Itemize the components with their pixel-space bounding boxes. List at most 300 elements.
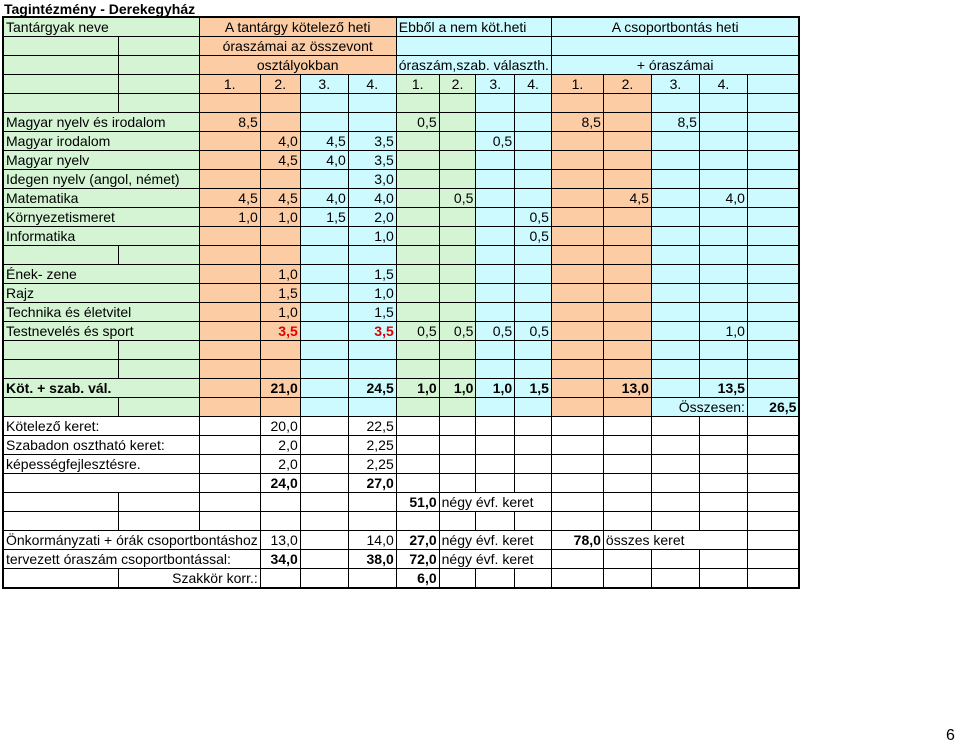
cell — [348, 493, 396, 512]
value-cell: 0,5 — [439, 189, 476, 208]
cell — [476, 360, 515, 379]
value-cell — [699, 151, 747, 170]
blank-row — [3, 246, 799, 265]
cell — [3, 341, 119, 360]
cell — [300, 531, 348, 550]
cell — [476, 341, 515, 360]
cell — [747, 189, 799, 208]
subject-name: Technika és életvitel — [3, 303, 199, 322]
value-cell: 8,5 — [651, 113, 699, 132]
cell — [300, 398, 348, 417]
planned-total-label: négy évf. keret — [439, 550, 551, 569]
planned-grade4: 38,0 — [348, 550, 396, 569]
mandatory-row — [3, 417, 799, 436]
value-cell: 0,5 — [396, 322, 439, 341]
cell — [699, 436, 747, 455]
cell — [396, 436, 439, 455]
value-cell: 4,5 — [199, 189, 260, 208]
cell — [515, 360, 552, 379]
cell — [199, 455, 260, 474]
cell — [699, 474, 747, 493]
cell — [3, 398, 119, 417]
value-cell — [300, 284, 348, 303]
grade-label: 4. — [699, 75, 747, 94]
subject-name: Magyar nyelv és irodalom — [3, 113, 199, 132]
gov-total-label: négy évf. keret — [439, 531, 551, 550]
cell — [3, 512, 119, 531]
value-cell — [199, 322, 260, 341]
cell — [747, 151, 799, 170]
cell — [747, 322, 799, 341]
cell — [119, 94, 199, 113]
blank-row — [3, 360, 799, 379]
value-cell — [551, 284, 603, 303]
value-cell — [551, 303, 603, 322]
value-cell — [515, 284, 552, 303]
value-cell: 4,0 — [300, 189, 348, 208]
summary-label: Kötelező keret: — [3, 417, 199, 436]
cell — [396, 94, 439, 113]
value-cell — [439, 284, 476, 303]
cell — [603, 398, 651, 417]
value-cell: 1,0 — [348, 227, 396, 246]
page-number: 6 — [946, 727, 955, 744]
subject-row — [3, 132, 799, 151]
value-cell — [551, 132, 603, 151]
club-value: 6,0 — [396, 569, 439, 589]
value-cell — [699, 208, 747, 227]
cell — [603, 512, 651, 531]
summary-grade2: 24,0 — [260, 474, 300, 493]
cell — [699, 94, 747, 113]
cell — [603, 569, 651, 589]
cell — [747, 512, 799, 531]
cell — [119, 398, 199, 417]
four-year-label: négy évf. keret — [439, 493, 551, 512]
grade-label: 1. — [551, 75, 603, 94]
cell — [747, 94, 799, 113]
cell — [551, 246, 603, 265]
cell — [551, 550, 603, 569]
value-cell — [699, 284, 747, 303]
value-cell — [476, 189, 515, 208]
value-cell — [651, 265, 699, 284]
value-cell — [651, 170, 699, 189]
value-cell — [439, 227, 476, 246]
subject-name: Magyar irodalom — [3, 132, 199, 151]
cell — [603, 417, 651, 436]
grade-label: 3. — [651, 75, 699, 94]
cell — [300, 550, 348, 569]
cell — [515, 512, 552, 531]
value-cell — [439, 113, 476, 132]
grade-label: 4. — [515, 75, 552, 94]
cell — [396, 512, 439, 531]
value-cell: 1,0 — [348, 284, 396, 303]
totals-label: Köt. + szab. vál. — [3, 379, 199, 398]
cell — [747, 455, 799, 474]
cell — [3, 360, 119, 379]
subject-row — [3, 322, 799, 341]
value-cell — [260, 170, 300, 189]
value-cell: 4,0 — [260, 132, 300, 151]
value-cell — [603, 132, 651, 151]
cell — [348, 246, 396, 265]
cell — [551, 455, 603, 474]
value-cell — [699, 132, 747, 151]
cell — [651, 436, 699, 455]
subject-name: Rajz — [3, 284, 199, 303]
cell — [699, 550, 747, 569]
grade-label: 1. — [396, 75, 439, 94]
value-cell — [515, 170, 552, 189]
empty-row — [3, 512, 799, 531]
value-cell — [300, 113, 348, 132]
total-cell: 1,0 — [396, 379, 439, 398]
cell — [3, 75, 119, 94]
cell — [348, 360, 396, 379]
cell — [396, 360, 439, 379]
cell — [439, 94, 476, 113]
planned-total: 72,0 — [396, 550, 439, 569]
value-cell — [396, 132, 439, 151]
cell — [119, 37, 199, 56]
cell — [396, 417, 439, 436]
cell — [439, 474, 476, 493]
grade-label: 2. — [260, 75, 300, 94]
cell — [699, 569, 747, 589]
value-cell — [603, 322, 651, 341]
value-cell — [199, 151, 260, 170]
subject-header: Tantárgyak neve — [3, 17, 199, 37]
cell — [747, 360, 799, 379]
cell — [300, 512, 348, 531]
value-cell: 3,0 — [348, 170, 396, 189]
summary-grade4: 2,25 — [348, 436, 396, 455]
cell — [551, 474, 603, 493]
value-cell: 0,5 — [439, 322, 476, 341]
value-cell: 1,0 — [260, 303, 300, 322]
value-cell: 1,0 — [699, 322, 747, 341]
cell — [396, 455, 439, 474]
cell — [199, 417, 260, 436]
cell — [747, 75, 799, 94]
value-cell — [515, 265, 552, 284]
value-cell: 1,5 — [348, 265, 396, 284]
value-cell — [476, 151, 515, 170]
value-cell — [551, 208, 603, 227]
value-cell — [476, 284, 515, 303]
cell — [651, 474, 699, 493]
grade-label: 3. — [300, 75, 348, 94]
grade-row — [3, 75, 799, 94]
total-cell — [551, 379, 603, 398]
cell — [603, 493, 651, 512]
subject-name: Ének- zene — [3, 265, 199, 284]
cell — [3, 569, 119, 589]
cell — [651, 417, 699, 436]
cell — [551, 360, 603, 379]
cell — [603, 455, 651, 474]
value-cell: 4,0 — [348, 189, 396, 208]
cell — [747, 493, 799, 512]
value-cell — [651, 227, 699, 246]
cell — [747, 284, 799, 303]
summary-label: képességfejlesztésre. — [3, 455, 199, 474]
value-cell — [396, 303, 439, 322]
cell — [603, 246, 651, 265]
cell — [747, 227, 799, 246]
cell — [348, 94, 396, 113]
all-label: összes keret — [603, 531, 747, 550]
value-cell — [396, 189, 439, 208]
subject-row — [3, 227, 799, 246]
cell — [396, 246, 439, 265]
value-cell — [699, 265, 747, 284]
cell — [476, 436, 515, 455]
value-cell: 8,5 — [199, 113, 260, 132]
cell — [747, 265, 799, 284]
value-cell — [476, 265, 515, 284]
value-cell — [439, 303, 476, 322]
value-cell — [699, 303, 747, 322]
total-cell: 1,5 — [515, 379, 552, 398]
cell — [199, 512, 260, 531]
cell — [439, 417, 476, 436]
cell — [348, 569, 396, 589]
cell — [699, 493, 747, 512]
value-cell — [300, 322, 348, 341]
total-cell — [651, 379, 699, 398]
cell — [476, 474, 515, 493]
cell — [119, 246, 199, 265]
cell — [439, 246, 476, 265]
summary-grade4: 2,25 — [348, 455, 396, 474]
cell — [651, 455, 699, 474]
cell — [651, 341, 699, 360]
value-cell: 3,5 — [348, 151, 396, 170]
gov-total: 27,0 — [396, 531, 439, 550]
total-cell: 1,0 — [439, 379, 476, 398]
cell — [300, 455, 348, 474]
value-cell — [348, 113, 396, 132]
summary-grade4: 27,0 — [348, 474, 396, 493]
cell — [396, 37, 551, 56]
cell — [3, 94, 119, 113]
value-cell — [199, 227, 260, 246]
value-cell — [651, 322, 699, 341]
value-cell — [199, 170, 260, 189]
club-label: Szakkör korr.: — [119, 569, 260, 589]
value-cell: 4,5 — [260, 189, 300, 208]
cell — [260, 360, 300, 379]
mandatory-header-3: osztályokban — [199, 56, 396, 75]
cell — [747, 246, 799, 265]
value-cell — [199, 265, 260, 284]
cell — [551, 341, 603, 360]
cell — [747, 303, 799, 322]
value-cell — [651, 208, 699, 227]
cell — [476, 417, 515, 436]
planned-label: tervezett óraszám csoportbontással: — [3, 550, 260, 569]
cell — [260, 341, 300, 360]
cell — [199, 94, 260, 113]
value-cell: 4,5 — [300, 132, 348, 151]
grade-label: 2. — [439, 75, 476, 94]
cell — [747, 436, 799, 455]
cell — [300, 569, 348, 589]
cell — [651, 550, 699, 569]
value-cell — [260, 227, 300, 246]
value-cell — [551, 151, 603, 170]
dev-row — [3, 455, 799, 474]
value-cell — [551, 265, 603, 284]
optional-header-2: óraszám,szab. választh. — [396, 56, 551, 75]
cell — [699, 341, 747, 360]
value-cell — [699, 113, 747, 132]
value-cell — [476, 227, 515, 246]
cell — [476, 512, 515, 531]
cell — [603, 474, 651, 493]
club-row — [3, 569, 799, 589]
value-cell — [551, 227, 603, 246]
gov-label: Önkormányzati + órák csoportbontáshoz — [3, 531, 260, 550]
cell — [515, 436, 552, 455]
cell — [260, 246, 300, 265]
value-cell — [300, 303, 348, 322]
institution-title: Tagintézmény - Derekegyház — [4, 1, 196, 17]
grade-label: 4. — [348, 75, 396, 94]
cell — [348, 398, 396, 417]
cell — [651, 246, 699, 265]
value-cell — [603, 113, 651, 132]
cell — [515, 455, 552, 474]
cell — [119, 360, 199, 379]
cell — [515, 341, 552, 360]
cell — [603, 360, 651, 379]
cell — [260, 569, 300, 589]
value-cell — [300, 170, 348, 189]
cell — [747, 417, 799, 436]
cell — [439, 512, 476, 531]
cell — [551, 94, 603, 113]
value-cell — [603, 227, 651, 246]
cell — [3, 56, 119, 75]
group-header-2: + óraszámai — [551, 56, 799, 75]
value-cell — [300, 265, 348, 284]
cell — [651, 512, 699, 531]
cell — [439, 341, 476, 360]
value-cell — [651, 132, 699, 151]
subject-name: Testnevelés és sport — [3, 322, 199, 341]
value-cell — [603, 284, 651, 303]
free-row — [3, 436, 799, 455]
value-cell: 1,5 — [300, 208, 348, 227]
value-cell: 4,5 — [260, 151, 300, 170]
cell — [3, 493, 119, 512]
total-cell — [199, 379, 260, 398]
total-cell: 24,5 — [348, 379, 396, 398]
value-cell — [551, 189, 603, 208]
cell — [3, 246, 119, 265]
cell — [119, 493, 199, 512]
cell — [476, 455, 515, 474]
header-row-2 — [3, 37, 799, 56]
subject-name: Magyar nyelv — [3, 151, 199, 170]
cell — [515, 417, 552, 436]
cell — [699, 455, 747, 474]
value-cell — [300, 227, 348, 246]
overall-value: 26,5 — [747, 398, 799, 417]
cell — [260, 398, 300, 417]
value-cell — [476, 208, 515, 227]
summary-grade2: 20,0 — [260, 417, 300, 436]
cell — [551, 37, 799, 56]
value-cell: 1,0 — [199, 208, 260, 227]
overall-row — [3, 398, 799, 417]
value-cell: 4,0 — [699, 189, 747, 208]
summary-label — [3, 474, 199, 493]
value-cell — [260, 113, 300, 132]
totals-row — [3, 379, 799, 398]
subject-row — [3, 284, 799, 303]
cell — [119, 512, 199, 531]
value-cell: 1,5 — [348, 303, 396, 322]
value-cell: 3,5 — [348, 132, 396, 151]
cell — [699, 246, 747, 265]
value-cell — [699, 227, 747, 246]
cell — [603, 94, 651, 113]
value-cell — [439, 208, 476, 227]
cell — [396, 474, 439, 493]
gov-grade2: 13,0 — [260, 531, 300, 550]
value-cell — [396, 227, 439, 246]
value-cell — [199, 132, 260, 151]
value-cell: 0,5 — [396, 113, 439, 132]
gov-grade4: 14,0 — [348, 531, 396, 550]
cell — [747, 531, 799, 550]
value-cell — [396, 170, 439, 189]
cell — [119, 341, 199, 360]
value-cell — [603, 151, 651, 170]
value-cell — [439, 132, 476, 151]
optional-header: Ebből a nem köt.heti — [396, 17, 551, 37]
value-cell — [515, 113, 552, 132]
value-cell: 0,5 — [515, 208, 552, 227]
summary-grade4: 22,5 — [348, 417, 396, 436]
four-year-value: 51,0 — [396, 493, 439, 512]
cell — [747, 550, 799, 569]
cell — [651, 360, 699, 379]
total-cell — [300, 379, 348, 398]
cell — [260, 493, 300, 512]
value-cell — [651, 284, 699, 303]
cell — [300, 360, 348, 379]
value-cell — [515, 151, 552, 170]
header-row-1 — [3, 17, 799, 37]
cell — [260, 512, 300, 531]
grade-label: 3. — [476, 75, 515, 94]
cell — [747, 208, 799, 227]
cell — [260, 94, 300, 113]
cell — [199, 246, 260, 265]
value-cell — [603, 303, 651, 322]
cell — [300, 417, 348, 436]
value-cell — [603, 170, 651, 189]
cell — [515, 246, 552, 265]
four-year-row — [3, 493, 799, 512]
header-row-3 — [3, 56, 799, 75]
